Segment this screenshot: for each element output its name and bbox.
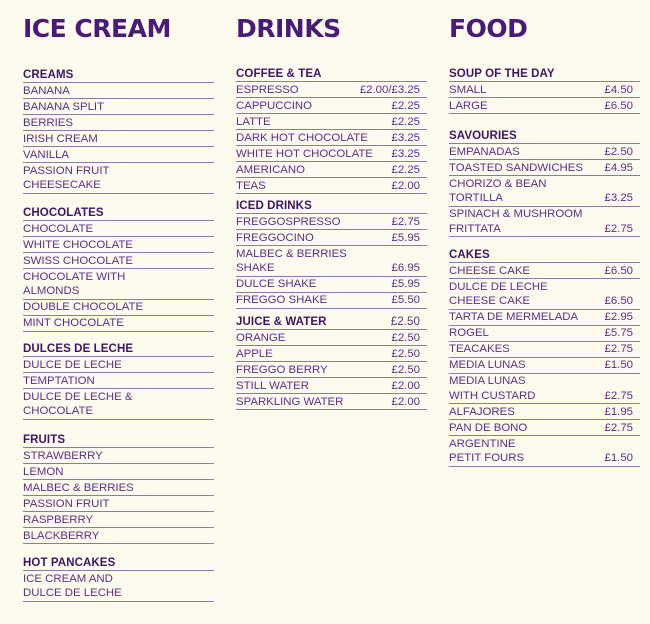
menu-section-hot-pancakes — [23, 556, 214, 602]
menu-item-name-line: DOUBLE CHOCOLATE — [23, 301, 144, 313]
menu-item-name-line: WHITE HOT CHOCOLATE — [236, 147, 373, 160]
menu-item-name — [449, 99, 488, 114]
menu-item-name — [23, 497, 110, 512]
menu-item-name-line: LATTE — [236, 115, 271, 128]
menu-item-name-line: FREGGOSPRESSO — [236, 215, 341, 228]
menu-item-name — [236, 363, 328, 378]
menu-item-name-line: FREGGOCINO — [236, 231, 314, 244]
menu-item-name-line: CHOCOLATE — [23, 222, 94, 235]
menu-item-name — [23, 358, 122, 373]
menu-item-name — [449, 437, 524, 466]
section-heading-label: FRUITS — [23, 434, 66, 446]
menu-item-name-line: PASSION FRUIT — [23, 497, 110, 510]
menu-item-name-line: SPINACH & MUSHROOM — [449, 208, 583, 220]
section-heading — [23, 68, 214, 83]
menu-item-price: £2.25 — [391, 163, 420, 176]
menu-item — [23, 115, 214, 131]
menu-item-price: £6.50 — [604, 295, 633, 307]
menu-item-name-line: BERRIES — [23, 116, 74, 129]
column-title: FOOD — [449, 14, 528, 43]
menu-item-name — [449, 310, 578, 325]
section-price — [207, 342, 214, 356]
column-title: DRINKS — [236, 14, 341, 43]
menu-item-name — [23, 254, 133, 269]
menu-item-price: £4.50 — [604, 83, 633, 96]
menu-item-name-line: MEDIA LUNAS — [449, 359, 526, 371]
menu-item-price: £2.50 — [604, 145, 633, 158]
menu-item-name-line: ARGENTINE — [449, 437, 516, 450]
menu-section-coffee-and-tea — [236, 67, 427, 194]
menu-item-name-line: FREGGO SHAKE — [236, 294, 328, 306]
menu-item — [449, 207, 640, 238]
menu-item-name — [23, 238, 133, 253]
menu-item-name — [236, 395, 343, 410]
section-price — [207, 556, 214, 570]
menu-item — [236, 378, 427, 394]
menu-item — [23, 147, 214, 163]
menu-item — [236, 394, 427, 410]
menu-item-price: £2.75 — [604, 389, 633, 402]
menu-item-name — [236, 215, 340, 230]
menu-item — [236, 162, 427, 178]
menu-item — [23, 253, 214, 269]
menu-item — [236, 82, 427, 98]
menu-item-price: £3.25 — [604, 192, 633, 204]
menu-item — [23, 269, 214, 300]
section-price — [207, 433, 214, 447]
menu-item-name-line: EMPANADAS — [449, 145, 520, 158]
menu-item-price: £6.50 — [604, 264, 633, 277]
menu-item — [23, 512, 214, 528]
menu-item-name — [236, 179, 266, 194]
menu-section-iced-drinks — [236, 199, 427, 309]
menu-item-name — [23, 300, 143, 315]
menu-item — [449, 176, 640, 207]
menu-item-price: £2.95 — [604, 311, 633, 323]
menu-item-name — [236, 83, 299, 98]
menu-item-name-line: MEDIA LUNAS — [449, 375, 526, 387]
menu-section-fruits — [23, 433, 214, 544]
menu-item-name-line: PAN DE BONO — [449, 421, 528, 434]
menu-item-name-line: SHAKE — [236, 262, 275, 274]
menu-item — [236, 114, 427, 130]
menu-item — [236, 246, 427, 277]
menu-item-name-line: ROGEL — [449, 327, 489, 339]
menu-item — [449, 82, 640, 98]
menu-item-name-line: ALMONDS — [23, 285, 80, 297]
menu-item — [449, 420, 640, 436]
menu-item-price: £2.50 — [391, 363, 420, 376]
menu-item-name — [449, 342, 510, 357]
menu-item-name-line: CHEESE CAKE — [449, 295, 531, 307]
menu-item-name-line: TEMPTATION — [23, 374, 95, 387]
menu-item-name — [23, 374, 95, 389]
menu-item — [236, 293, 427, 309]
menu-item — [23, 316, 214, 332]
menu-item-price: £2.50 — [391, 331, 420, 344]
section-heading — [23, 342, 214, 357]
menu-item-name — [449, 177, 546, 206]
menu-item — [23, 448, 214, 464]
menu-item-name-line: CHEESE CAKE — [449, 264, 531, 277]
menu-item-name — [23, 449, 103, 464]
menu-item-name-line: DARK HOT CHOCOLATE — [236, 131, 368, 144]
menu-item-name-line: BANANA — [23, 84, 70, 97]
menu-item — [23, 373, 214, 389]
section-heading-label: ICED DRINKS — [236, 200, 312, 212]
menu-item-price: £5.75 — [604, 327, 633, 339]
menu-item-name — [449, 83, 486, 98]
menu-section-chocolates — [23, 206, 214, 332]
menu-item — [449, 310, 640, 326]
menu-item-price: £2.25 — [391, 99, 420, 112]
menu-item-price: £3.25 — [391, 147, 420, 160]
section-heading-label: DULCES DE LECHE — [23, 343, 134, 355]
column-title: ICE CREAM — [23, 14, 171, 43]
menu-item-name — [449, 405, 515, 420]
menu-item-price: £5.95 — [391, 231, 420, 244]
section-heading-label: SAVOURIES — [449, 130, 517, 142]
menu-item-name-line: ICE CREAM AND — [23, 572, 113, 585]
menu-item — [23, 83, 214, 99]
menu-item-name-line: TEAS — [236, 179, 266, 192]
menu-item — [23, 300, 214, 316]
menu-section-dulces-de-leche — [23, 342, 214, 420]
menu-item-name-line: TEACAKES — [449, 343, 510, 355]
menu-item-name — [23, 465, 64, 480]
menu-item — [449, 144, 640, 160]
menu-item-name-line: PETIT FOURS — [449, 452, 525, 464]
menu-item-name — [23, 148, 69, 163]
section-price — [633, 129, 640, 143]
menu-item — [236, 230, 427, 246]
menu-item-name — [23, 270, 125, 299]
menu-item — [449, 160, 640, 176]
menu-item-name — [236, 147, 373, 162]
section-heading-label: CREAMS — [23, 69, 74, 81]
menu-item-name-line: MALBEC & BERRIES — [23, 481, 134, 494]
section-heading — [236, 199, 427, 214]
menu-item-price: £2.75 — [391, 215, 420, 228]
menu-item-price: £1.50 — [604, 359, 633, 371]
menu-item — [236, 214, 427, 230]
menu-item-price: £6.50 — [604, 99, 633, 112]
menu-item-name — [236, 379, 309, 394]
menu-item-name-line: DULCE DE LECHE — [23, 358, 122, 371]
menu-item-price: £4.95 — [604, 161, 633, 174]
section-heading — [236, 315, 427, 330]
section-heading — [449, 129, 640, 144]
menu-item — [236, 146, 427, 162]
menu-item-name-line: RASPBERRY — [23, 513, 94, 526]
menu-item-name-line: TARTA DE MERMELADA — [449, 311, 579, 323]
menu-item-name-line: SWISS CHOCOLATE — [23, 254, 133, 267]
menu-item — [236, 362, 427, 378]
menu-item — [23, 357, 214, 373]
section-heading-label: HOT PANCAKES — [23, 557, 116, 569]
menu-item — [23, 131, 214, 147]
menu-item — [449, 279, 640, 310]
menu-item — [449, 436, 640, 467]
menu-item-name — [449, 161, 583, 176]
menu-item-name — [236, 247, 347, 276]
menu-item-price: £1.95 — [604, 405, 633, 418]
menu-item-price: £2.75 — [604, 421, 633, 434]
menu-item-name-line: MALBEC & BERRIES — [236, 247, 347, 260]
menu-item-name-line: DULCE SHAKE — [236, 278, 317, 290]
menu-item-price: £3.25 — [391, 131, 420, 144]
menu-item-name-line: SPARKLING WATER — [236, 395, 344, 408]
menu-item-name — [23, 222, 93, 237]
menu-item-name — [236, 131, 368, 146]
menu-item — [236, 277, 427, 293]
menu-item-name — [23, 529, 99, 544]
menu-item-name-line: ESPRESSO — [236, 83, 299, 96]
menu-item-name-line: IRISH CREAM — [23, 132, 98, 145]
menu-item — [23, 571, 214, 602]
menu-item — [449, 263, 640, 279]
section-price — [633, 67, 640, 81]
section-heading — [449, 67, 640, 82]
menu-item-name — [236, 331, 285, 346]
menu-item — [449, 358, 640, 374]
menu-item-name-line: FREGGO BERRY — [236, 363, 328, 376]
menu-item — [23, 464, 214, 480]
menu-item-name — [449, 145, 520, 160]
menu-item — [449, 374, 640, 405]
menu-item-name-line: WHITE CHOCOLATE — [23, 238, 133, 251]
section-heading — [23, 206, 214, 221]
menu-item-price: £2.50 — [391, 347, 420, 360]
menu-item-name-line: CAPPUCCINO — [236, 99, 312, 112]
menu-item-name — [449, 264, 530, 279]
menu-item-price: £2.00 — [391, 379, 420, 392]
menu-item-price: £2.75 — [604, 222, 633, 235]
menu-section-savouries — [449, 129, 640, 237]
menu-item-name — [23, 513, 93, 528]
menu-item-name — [236, 277, 316, 292]
menu-item-name-line: DULCE DE LECHE & — [23, 390, 133, 403]
menu-item-name-line: APPLE — [236, 347, 273, 360]
section-heading-label: SOUP OF THE DAY — [449, 68, 555, 80]
menu-item-name-line: FRITTATA — [449, 222, 501, 235]
menu-item-name — [449, 421, 527, 436]
menu-item-price: £2.75 — [604, 343, 633, 355]
menu-item-name-line: LEMON — [23, 465, 64, 478]
menu-item-name — [236, 99, 312, 114]
menu-item — [236, 98, 427, 114]
section-price — [207, 206, 214, 220]
menu-item-name-line: TORTILLA — [449, 192, 504, 204]
menu-item-price: £6.95 — [391, 262, 420, 274]
menu-item-name-line: STILL WATER — [236, 379, 309, 392]
menu-item — [23, 221, 214, 237]
section-heading-label: JUICE & WATER — [236, 316, 327, 328]
menu-item-name-line: ALFAJORES — [449, 405, 515, 418]
menu-item-price: £5.95 — [391, 278, 420, 290]
menu-item-name — [449, 280, 548, 309]
menu-item-name-line: ORANGE — [236, 331, 286, 344]
menu-item — [236, 178, 427, 194]
menu-item-name-line: VANILLA — [23, 148, 70, 161]
menu-item — [23, 99, 214, 115]
menu-item-name — [236, 293, 327, 308]
menu-item-name — [236, 231, 314, 246]
section-heading — [236, 67, 427, 82]
menu-item-name-line: MINT CHOCOLATE — [23, 317, 124, 329]
menu-section-creams — [23, 68, 214, 194]
section-heading-label: CAKES — [449, 249, 490, 261]
section-price — [633, 248, 640, 262]
menu-item — [23, 480, 214, 496]
menu-item-name-line: CHEESECAKE — [23, 179, 101, 191]
menu-item-price: £2.00 — [391, 179, 420, 192]
menu-item-name — [236, 163, 305, 178]
menu-item-name — [23, 390, 133, 419]
menu-item-name — [23, 572, 122, 601]
menu-item-price: £2.25 — [391, 115, 420, 128]
section-heading — [23, 433, 214, 448]
menu-item-name — [449, 358, 526, 373]
menu-item-name-line: PASSION FRUIT — [23, 164, 110, 177]
section-price — [207, 68, 214, 82]
menu-item-name — [449, 207, 583, 236]
section-price — [420, 199, 427, 213]
menu-item-name — [23, 116, 73, 131]
menu-item-name — [236, 347, 273, 362]
menu-item-name — [23, 100, 104, 115]
menu-item — [23, 389, 214, 420]
section-heading — [449, 248, 640, 263]
menu-item-name — [236, 115, 271, 130]
menu-item-price: £2.00/£3.25 — [359, 83, 420, 96]
menu-item-name — [23, 481, 134, 496]
menu-item-name — [449, 326, 489, 341]
section-heading — [23, 556, 214, 571]
menu-section-soup-of-the-day — [449, 67, 640, 114]
section-price: £2.50 — [390, 316, 420, 328]
menu-item — [449, 98, 640, 114]
menu-item-name-line: AMERICANO — [236, 163, 305, 176]
menu-item-name — [23, 316, 124, 331]
menu-item-name-line: BANANA SPLIT — [23, 100, 105, 113]
menu-item-name — [23, 132, 98, 147]
menu-item — [449, 342, 640, 358]
menu-item-name-line: CHOCOLATE — [23, 405, 94, 417]
menu-section-cakes — [449, 248, 640, 467]
menu-item — [23, 163, 214, 194]
menu-item-name-line: CHOCOLATE WITH — [23, 270, 126, 283]
menu-item-name-line: TOASTED SANDWICHES — [449, 161, 583, 174]
section-heading-label: CHOCOLATES — [23, 207, 104, 219]
menu-item-name-line: CHORIZO & BEAN — [449, 177, 547, 190]
menu-item-price: £2.00 — [391, 395, 420, 408]
menu-item — [236, 346, 427, 362]
menu-item — [236, 330, 427, 346]
section-price — [420, 67, 427, 81]
menu-item — [23, 496, 214, 512]
menu-item-name-line: DULCE DE LECHE — [449, 280, 548, 293]
menu-item-name — [23, 164, 110, 193]
menu-item — [449, 404, 640, 420]
menu-item-name-line: DULCE DE LECHE — [23, 587, 122, 599]
menu-section-juice-and-water — [236, 315, 427, 410]
menu-item-name-line: LARGE — [449, 99, 488, 112]
menu-item-name-line: BLACKBERRY — [23, 529, 100, 542]
menu-item-price: £1.50 — [604, 452, 633, 464]
menu-item-name — [23, 84, 70, 99]
menu-item — [23, 237, 214, 253]
menu-item — [23, 528, 214, 544]
menu-item — [449, 326, 640, 342]
menu-item-name-line: WITH CUSTARD — [449, 389, 536, 402]
menu-item-price: £5.50 — [391, 294, 420, 306]
menu-item-name-line: STRAWBERRY — [23, 449, 103, 462]
menu-item-name-line: SMALL — [449, 83, 487, 96]
section-heading-label: COFFEE & TEA — [236, 68, 322, 80]
menu-item-name — [449, 374, 535, 403]
menu-item — [236, 130, 427, 146]
